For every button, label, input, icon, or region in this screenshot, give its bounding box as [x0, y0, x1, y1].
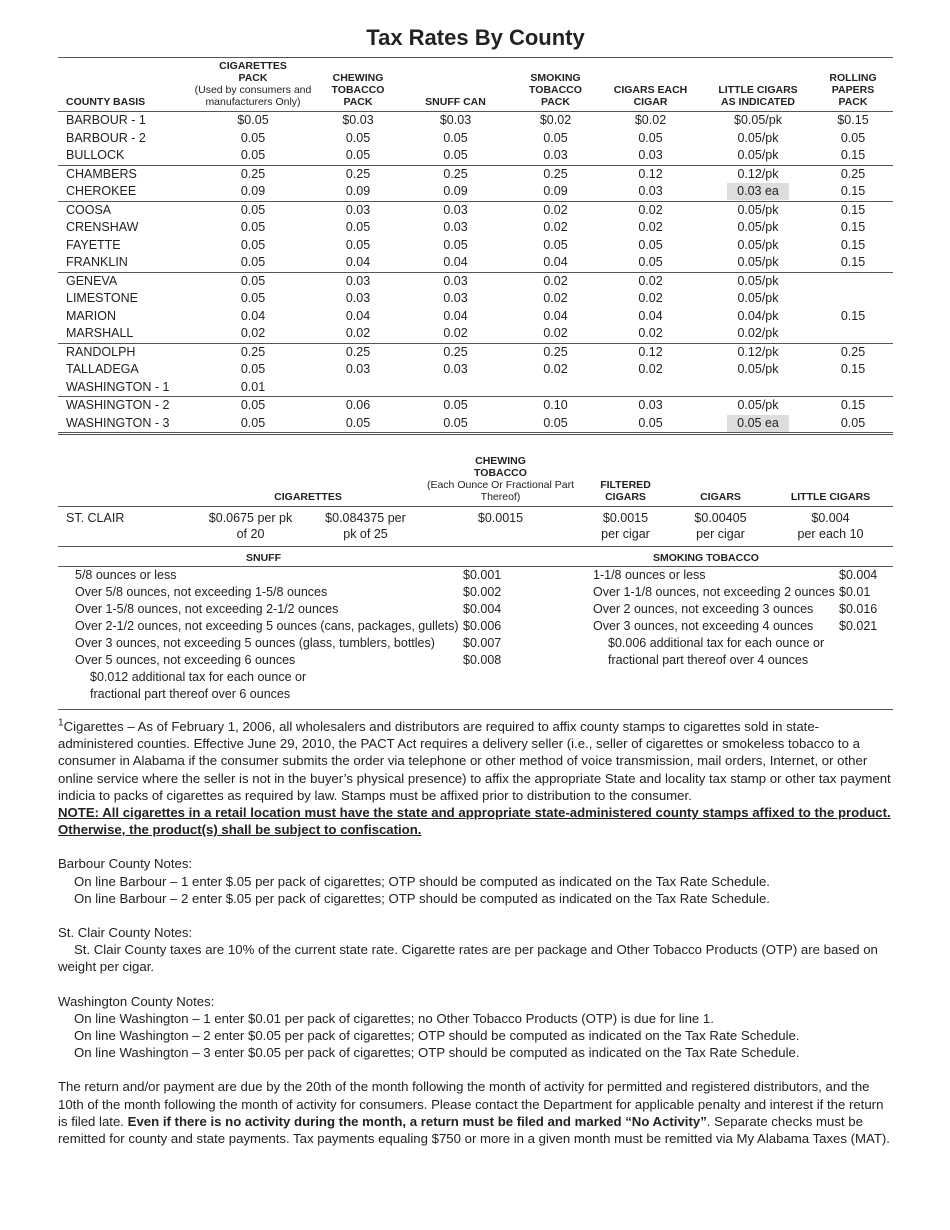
cell-cigarettes: 0.05 [240, 130, 266, 145]
cell-cigars: 0.05 [638, 237, 663, 252]
header-chewing-tobacco-pack-label: CHEWING TOBACCO PACK [331, 72, 385, 108]
cell-county: COOSA [58, 201, 188, 219]
cell-smoking: 0.02 [513, 201, 598, 219]
cell-chewing: 0.05 [345, 148, 371, 163]
otp-rate-schedule [58, 550, 893, 710]
otp-row [58, 567, 893, 584]
cell-smoking: 0.25 [513, 165, 598, 183]
cell-papers: 0.15 [813, 397, 893, 415]
smoking-header: SMOKING TOBACCO [653, 552, 759, 564]
cell-cigarettes: $0.05 [237, 113, 269, 128]
cell-cigarettes: 0.05 [240, 148, 266, 163]
cell-chewing: 0.03 [345, 362, 371, 377]
cell-snuff: 0.04 [443, 255, 468, 270]
table-row [58, 254, 893, 272]
snuff-rate: $0.002 [463, 585, 502, 599]
header-cigars-each-label: CIGARS EACH CIGAR [613, 84, 688, 108]
cell-county: BULLOCK [66, 148, 125, 163]
cell-papers [813, 290, 893, 308]
cell-little: 0.05/pk [737, 130, 779, 145]
otp-header [58, 550, 893, 567]
cell-chewing: 0.03 [318, 201, 398, 219]
cell-snuff: 0.05 [443, 237, 468, 252]
cell-county: MARION [66, 308, 116, 323]
snuff-weight-label: Over 5/8 ounces, not exceeding 1-5/8 ounces [75, 585, 328, 599]
table-row [58, 147, 893, 165]
stclair-county: ST. CLAIR [58, 507, 193, 547]
return-text-2: . Separate checks must be remitted for county and state payments. Tax payments equaling $750 or more in a given month must be remitted via My Alabama Taxes (MAT). [58, 1113, 890, 1147]
cell-snuff: 0.05 [443, 148, 468, 163]
otp-row [58, 652, 893, 669]
cell-cigars: 0.02 [598, 272, 703, 290]
stclair-cig-25-a: $0.084375 per [325, 511, 406, 525]
cell-snuff: 0.03 [443, 362, 468, 377]
header-rolling-papers-pack [813, 58, 893, 112]
header-smoking-tobacco-pack [513, 58, 598, 112]
barbour-notes-title: Barbour County Notes: [58, 856, 193, 872]
table-row [58, 165, 893, 183]
washington-note-1: On line Washington – 1 enter $0.01 per pack of cigarettes; no Other Tobacco Products (OTP) is due for line 1. [74, 1010, 714, 1026]
cell-cigars: 0.03 [638, 184, 663, 199]
cell-chewing: 0.05 [345, 130, 371, 145]
table-row [58, 290, 893, 308]
cell-little: 0.05/pk [737, 362, 779, 377]
cell-smoking: 0.02 [513, 272, 598, 290]
smoking-rate: $0.004 [839, 568, 878, 582]
cell-chewing: 0.05 [345, 237, 371, 252]
cell-county: WASHINGTON - 2 [58, 397, 188, 415]
cell-cigars: 0.02 [598, 201, 703, 219]
cell-little [703, 415, 813, 434]
header-cigarettes-pack-sub: (Used by consumers and manufacturers Only) [194, 84, 312, 108]
cell-cigarettes: 0.04 [240, 308, 266, 323]
stclair-header-chewing [423, 453, 578, 507]
cell-little: 0.12/pk [703, 165, 813, 183]
table-row [58, 325, 893, 343]
header-county-basis [58, 58, 188, 112]
cell-smoking: 0.02 [543, 326, 568, 341]
cell-cigarettes: 0.05 [240, 362, 266, 377]
cell-papers: 0.15 [840, 308, 866, 323]
header-smoking-tobacco-pack-label: SMOKING TOBACCO PACK [529, 72, 582, 108]
highlighted-value: 0.03 ea [727, 183, 789, 200]
cell-county: CHEROKEE [66, 184, 137, 199]
cell-snuff: $0.03 [439, 113, 472, 128]
stclair-cigars [673, 507, 768, 547]
snuff-rate: $0.008 [463, 653, 502, 667]
cell-cigarettes: 0.25 [188, 165, 318, 183]
cell-papers: 0.15 [840, 255, 866, 270]
cell-little: 0.05/pk [703, 272, 813, 290]
cell-cigars: 0.02 [638, 291, 663, 306]
snuff-extra-line-2: fractional part thereof over 6 ounces [90, 687, 291, 701]
cell-snuff: 0.25 [398, 343, 513, 361]
otp-row [58, 686, 893, 703]
cell-little: 0.05/pk [703, 201, 813, 219]
cell-smoking: 0.09 [543, 184, 568, 199]
stclair-filtered-b: per cigar [601, 527, 650, 541]
cell-cigars: 0.02 [638, 362, 663, 377]
cell-papers [813, 272, 893, 290]
smoking-rate: $0.01 [839, 585, 871, 599]
table-row [58, 343, 893, 361]
table-row [58, 272, 893, 290]
stclair-cig-20 [193, 507, 308, 547]
otp-row [58, 635, 893, 652]
cell-cigars: 0.03 [638, 148, 663, 163]
cell-smoking: $0.02 [539, 113, 572, 128]
cell-little: 0.05/pk [737, 291, 779, 306]
cell-snuff: 0.03 [398, 201, 513, 219]
cell-cigarettes: 0.05 [188, 397, 318, 415]
cell-chewing: 0.25 [318, 165, 398, 183]
cell-county: BARBOUR - 2 [66, 130, 146, 145]
cell-little: 0.05/pk [737, 255, 779, 270]
smoking-weight-label: 1-1/8 ounces or less [593, 568, 706, 582]
page-title: Tax Rates By County [366, 25, 585, 50]
table-row [58, 308, 893, 326]
cell-county: FRANKLIN [66, 255, 128, 270]
snuff-rate: $0.004 [463, 602, 502, 616]
stclair-cig-25 [308, 507, 423, 547]
stclair-filtered-a: $0.0015 [602, 511, 649, 525]
cell-papers: 0.05 [813, 415, 893, 434]
cell-cigars: $0.02 [634, 113, 667, 128]
cell-cigarettes: 0.05 [240, 220, 266, 235]
table-row [58, 130, 893, 148]
cell-smoking: 0.03 [543, 148, 568, 163]
stclair-header-little: LITTLE CIGARS [768, 453, 893, 507]
barbour-note-2: On line Barbour – 2 enter $.05 per pack of cigarettes; OTP should be computed as indicated on the Tax Rate Schedule. [74, 890, 770, 906]
cell-cigarettes: 0.09 [240, 184, 266, 199]
stclair-header-cigars: CIGARS [673, 453, 768, 507]
cell-cigarettes: 0.05 [240, 291, 266, 306]
cell-chewing: 0.06 [318, 397, 398, 415]
cell-cigarettes: 0.05 [188, 201, 318, 219]
stclair-little-a: $0.004 [811, 511, 850, 525]
header-rolling-papers-pack-label: ROLLING PAPERS PACK [829, 72, 877, 108]
cell-snuff: 0.05 [443, 130, 468, 145]
stclair-chewing: $0.0015 [423, 507, 578, 547]
cell-cigars: 0.05 [638, 130, 663, 145]
cell-county: CRENSHAW [66, 220, 139, 235]
snuff-extra-line-1: $0.012 additional tax for each ounce or [90, 670, 307, 684]
cell-little [703, 183, 813, 201]
cell-cigarettes: 0.05 [240, 237, 266, 252]
header-cigarettes-pack [188, 58, 318, 112]
cell-cigars [598, 379, 703, 397]
snuff-rate: $0.006 [463, 619, 502, 633]
cell-chewing: 0.04 [345, 255, 371, 270]
stclair-header-filtered [578, 453, 673, 507]
stclair-note-1-text: St. Clair County taxes are 10% of the current state rate. Cigarette rates are per package and Other Tobacco Products (OTP) are based on weight per cigar. [58, 942, 878, 975]
cell-papers: 0.15 [840, 220, 866, 235]
stclair-cigars-a: $0.00405 [694, 511, 747, 525]
otp-bottom-rule [58, 703, 893, 710]
cell-snuff: 0.05 [398, 397, 513, 415]
cell-smoking: 0.04 [543, 308, 568, 323]
header-cigars-each [598, 58, 703, 112]
snuff-weight-label: Over 3 ounces, not exceeding 5 ounces (glass, tumblers, bottles) [75, 636, 435, 650]
cell-county: CHAMBERS [58, 165, 188, 183]
cell-snuff [398, 379, 513, 397]
cell-smoking: 0.02 [543, 362, 568, 377]
cell-chewing: $0.03 [342, 113, 374, 128]
table-row [58, 379, 893, 397]
smoking-extra-line-2: fractional part thereof over 4 ounces [608, 653, 809, 667]
cell-cigars: 0.05 [638, 255, 663, 270]
cell-county: LIMESTONE [66, 291, 139, 306]
cell-snuff: 0.03 [443, 220, 468, 235]
cell-cigarettes: 0.05 [240, 255, 266, 270]
cell-papers: 0.15 [813, 201, 893, 219]
table-row [58, 415, 893, 434]
stclair-little-b: per each 10 [797, 527, 864, 541]
header-snuff-can [398, 58, 513, 112]
cell-little: 0.05/pk [703, 397, 813, 415]
header-cigarettes-pack-label: CIGARETTES PACK [219, 60, 287, 84]
cell-papers: 0.25 [813, 343, 893, 361]
cell-smoking: 0.10 [513, 397, 598, 415]
cell-cigarettes: 0.05 [188, 272, 318, 290]
header-county-basis-label: COUNTY BASIS [66, 96, 146, 108]
cell-papers: 0.05 [840, 130, 866, 145]
stclair-header-chewing-label: CHEWING TOBACCO [474, 455, 527, 479]
smoking-weight-label: Over 1-1/8 ounces, not exceeding 2 ounces [593, 585, 835, 599]
cell-chewing: 0.05 [318, 415, 398, 434]
stclair-header-chewing-sub: (Each Ounce Or Fractional Part Thereof) [426, 479, 575, 503]
footnote [58, 718, 893, 838]
cell-little: 0.05/pk [737, 237, 779, 252]
highlighted-value: 0.05 ea [727, 415, 789, 432]
header-snuff-can-label: SNUFF CAN [425, 96, 486, 108]
cell-cigars: 0.04 [638, 308, 663, 323]
cell-papers [813, 379, 893, 397]
table-row [58, 397, 893, 415]
stclair-little [768, 507, 893, 547]
cell-county: WASHINGTON - 3 [58, 415, 188, 434]
cell-smoking [513, 379, 598, 397]
cell-cigarettes: 0.02 [240, 326, 266, 341]
table-row [58, 201, 893, 219]
cell-county: FAYETTE [66, 237, 121, 252]
cell-cigars: 0.02 [638, 326, 663, 341]
cell-little: 0.12/pk [703, 343, 813, 361]
cell-little [703, 379, 813, 397]
stclair-cig-25-b: pk of 25 [343, 527, 388, 541]
cell-little: $0.05/pk [734, 113, 782, 128]
smoking-rate: $0.016 [839, 602, 878, 616]
cell-snuff: 0.03 [398, 272, 513, 290]
cell-chewing: 0.05 [345, 220, 371, 235]
snuff-weight-label: 5/8 ounces or less [75, 568, 177, 582]
snuff-rate: $0.007 [463, 636, 502, 650]
cell-chewing: 0.03 [318, 272, 398, 290]
cell-papers: $0.15 [837, 113, 869, 128]
snuff-weight-label: Over 5 ounces, not exceeding 6 ounces [75, 653, 296, 667]
cell-cigars: 0.02 [638, 220, 663, 235]
stclair-note-1 [58, 941, 893, 975]
header-little-cigars [703, 58, 813, 112]
cell-county: MARSHALL [66, 326, 134, 341]
cell-smoking: 0.02 [543, 220, 568, 235]
cell-snuff: 0.09 [443, 184, 468, 199]
stclair-cig-20-a: $0.0675 per pk [208, 511, 293, 525]
snuff-weight-label: Over 1-5/8 ounces, not exceeding 2-1/2 ounces [75, 602, 339, 616]
snuff-header: SNUFF [246, 552, 281, 564]
otp-row [58, 669, 893, 686]
cell-chewing: 0.03 [345, 291, 371, 306]
cell-smoking: 0.04 [543, 255, 568, 270]
washington-notes-title: Washington County Notes: [58, 993, 215, 1009]
cell-papers: 0.15 [840, 148, 866, 163]
cell-snuff: 0.25 [398, 165, 513, 183]
cell-cigars: 0.12 [598, 343, 703, 361]
smoking-extra-line-1: $0.006 additional tax for each ounce or [608, 636, 825, 650]
washington-note-3: On line Washington – 3 enter $0.05 per pack of cigarettes; OTP should be computed as indicated on the Tax Rate Schedule. [74, 1045, 800, 1061]
stclair-cigars-b: per cigar [696, 527, 745, 541]
header-chewing-tobacco-pack [318, 58, 398, 112]
stclair-filtered [578, 507, 673, 547]
table-row [58, 237, 893, 255]
header-little-cigars-label: LITTLE CIGARS AS INDICATED [718, 84, 798, 108]
cell-cigarettes: 0.01 [240, 379, 266, 394]
cell-little: 0.02/pk [737, 326, 779, 341]
cell-smoking: 0.05 [543, 237, 568, 252]
cell-cigarettes: 0.05 [188, 415, 318, 434]
cell-chewing: 0.25 [318, 343, 398, 361]
notes-section [58, 718, 893, 1147]
table-row [58, 219, 893, 237]
cell-smoking: 0.02 [543, 291, 568, 306]
cell-papers: 0.15 [840, 184, 866, 199]
cell-chewing: 0.02 [345, 326, 371, 341]
table-row [58, 361, 893, 379]
county-tax-table [58, 57, 893, 435]
cell-snuff: 0.02 [443, 326, 468, 341]
stclair-header-county [58, 453, 193, 507]
table-row [58, 183, 893, 201]
stclair-tax-table [58, 453, 893, 547]
otp-row [58, 601, 893, 618]
otp-row [58, 584, 893, 601]
otp-row [58, 618, 893, 635]
smoking-weight-label: Over 2 ounces, not exceeding 3 ounces [593, 602, 814, 616]
washington-note-2: On line Washington – 2 enter $0.05 per pack of cigarettes; OTP should be computed as indicated on the Tax Rate Schedule. [74, 1028, 800, 1044]
cell-county: GENEVA [58, 272, 188, 290]
stclair-row [58, 507, 893, 547]
snuff-weight-label: Over 2-1/2 ounces, not exceeding 5 ounces (cans, packages, gullets) [75, 619, 459, 633]
smoking-weight-label: Over 3 ounces, not exceeding 4 ounces [593, 619, 814, 633]
return-due-paragraph [58, 1078, 893, 1147]
barbour-note-1: On line Barbour – 1 enter $.05 per pack of cigarettes; OTP should be computed as indicated on the Tax Rate Schedule. [74, 873, 770, 889]
table-row [58, 112, 893, 130]
cell-cigarettes: 0.25 [188, 343, 318, 361]
cell-little: 0.05/pk [737, 220, 779, 235]
cell-county: WASHINGTON - 1 [66, 379, 170, 394]
cell-cigars: 0.05 [598, 415, 703, 434]
cell-little: 0.04/pk [737, 308, 779, 323]
cell-smoking: 0.05 [543, 130, 568, 145]
cell-papers [813, 325, 893, 343]
cell-chewing: 0.04 [345, 308, 371, 323]
stclair-header-filtered-label: FILTERED CIGARS [600, 479, 651, 503]
return-text-bold: Even if there is no activity during the month, a return must be filed and marked “No Activity” [127, 1113, 707, 1129]
cell-papers: 0.25 [813, 165, 893, 183]
cell-snuff: 0.03 [443, 291, 468, 306]
cell-snuff: 0.04 [443, 308, 468, 323]
cell-county: TALLADEGA [66, 362, 139, 377]
cell-smoking: 0.25 [513, 343, 598, 361]
cell-smoking: 0.05 [513, 415, 598, 434]
cell-chewing: 0.09 [345, 184, 371, 199]
stclair-cig-20-b: of 20 [236, 527, 265, 541]
cell-little: 0.05/pk [737, 148, 779, 163]
snuff-rate: $0.001 [463, 568, 502, 582]
smoking-rate: $0.021 [839, 619, 878, 633]
stclair-header-cigarettes: CIGARETTES [193, 453, 423, 507]
cell-chewing [318, 379, 398, 397]
cell-papers: 0.15 [840, 362, 866, 377]
return-text-1: The return and/or payment are due by the 20th of the month following the month of activity for permitted and registered distributors, and the 10th of the month following the month of activity for consumers. Please contact the Department for applicable penalty and interest if the return is filed late. [58, 1079, 884, 1129]
cell-county: RANDOLPH [58, 343, 188, 361]
cell-cigars: 0.03 [598, 397, 703, 415]
cell-county: BARBOUR - 1 [66, 113, 146, 128]
cell-cigars: 0.12 [598, 165, 703, 183]
cell-snuff: 0.05 [398, 415, 513, 434]
footnote-text: Cigarettes – As of February 1, 2006, all wholesalers and distributors are required to affix county stamps to cigarettes sold in state-administered counties. Effective June 29, 2010, the PACT Act requires a delivery seller (i.e., seller of cigarettes or smokeless tobacco to a consumer in Alabama if the consumer submits the order via telephone or other method of voice transmission, mail orders, Internet, or other online service where the seller is not in the buyer’s physical presence) to affix the appropriate State and locality tax stamp or other tax payment indicia to packs of cigarettes as required by law. Stamps must be affixed prior to distribution to the consumer. [58, 719, 891, 803]
footnote-note: NOTE: All cigarettes in a retail location must have the state and appropriate state-administered county stamps affixed to the product. Otherwise, the product(s) shall be subject to confiscation. [58, 805, 891, 838]
footnote-mark: 1 [58, 717, 64, 729]
stclair-notes-title: St. Clair County Notes: [58, 925, 193, 941]
cell-papers: 0.15 [840, 237, 866, 252]
